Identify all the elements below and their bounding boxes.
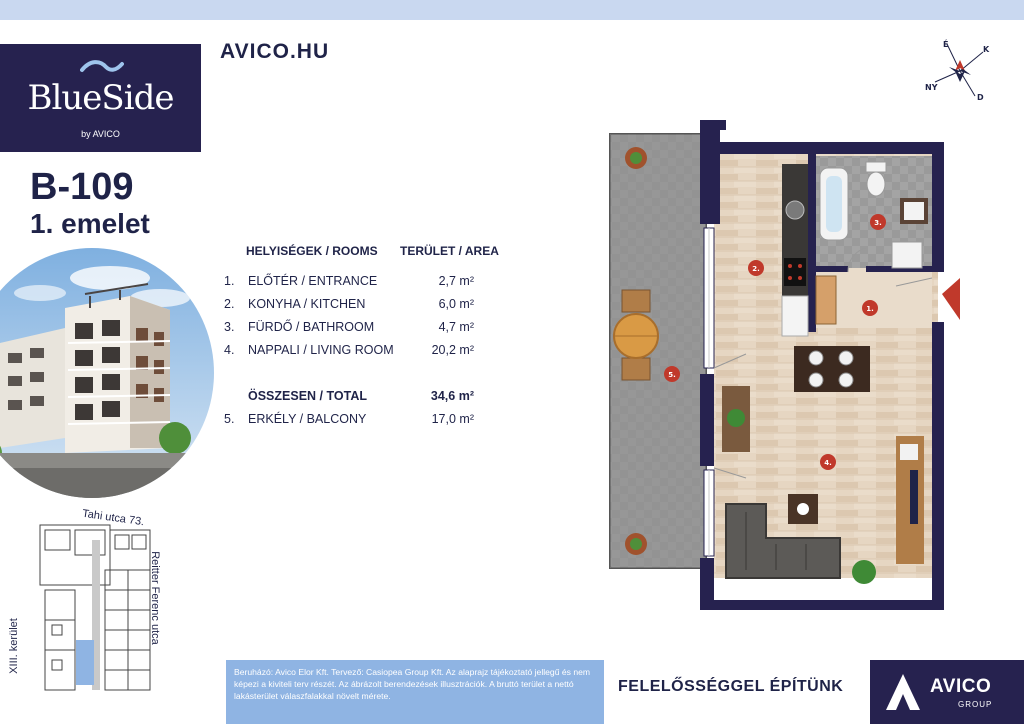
site-plan <box>20 507 225 710</box>
room-label-1: 1. <box>866 305 874 313</box>
street-label-top: Tahi utca 73. <box>81 507 145 529</box>
room-area: 17,0 m² <box>431 412 474 426</box>
blueside-logo <box>0 44 201 152</box>
rooms-header: HELYISÉGEK / ROOMS <box>246 244 378 258</box>
room-area: 2,7 m² <box>438 274 474 288</box>
logo-title: BlueSide <box>27 78 174 118</box>
room-number: 1. <box>224 274 235 288</box>
room-label-3: 3. <box>874 219 882 227</box>
compass-icon <box>925 38 995 104</box>
room-name: FÜRDŐ / BATHROOM <box>248 320 375 334</box>
district-label: XIII. kerület <box>7 618 20 674</box>
street-label-right: Reitter Ferenc utca <box>148 551 161 645</box>
room-area: 20,2 m² <box>431 343 474 357</box>
table-row <box>220 343 520 361</box>
room-number: 4. <box>224 343 235 357</box>
room-number: 5. <box>224 412 235 426</box>
room-number: 3. <box>224 320 235 334</box>
room-area: 6,0 m² <box>438 297 474 311</box>
room-name: NAPPALI / LIVING ROOM <box>248 343 394 357</box>
site-url[interactable]: AVICO.HU <box>220 40 330 63</box>
room-area: 4,7 m² <box>438 320 474 334</box>
disclaimer-note: Beruházó: Avico Elor Kft. Tervező: Casiopea Group Kft. Az alaprajz tájékoztató jellegű és nem képezi a kiviteli terv részét. Az ábrázolt berendezések illusztrációk. A bruttó terület a nettó lakásterület válaszfalakkal növelt mérete. <box>226 660 604 724</box>
total-area: 34,6 m² <box>430 389 474 403</box>
table-row <box>220 412 520 430</box>
table-row <box>220 320 520 338</box>
slogan: FELELŐSSÉGGEL ÉPÍTÜNK <box>618 678 844 695</box>
room-name: KONYHA / KITCHEN <box>248 297 366 311</box>
compass-north: É <box>943 40 949 49</box>
room-label-5: 5. <box>668 371 676 379</box>
total-label: ÖSSZESEN / TOTAL <box>248 389 367 403</box>
table-row <box>220 297 520 315</box>
avico-mark-icon <box>884 672 922 712</box>
floor-plan <box>596 118 966 616</box>
top-band <box>0 0 1024 20</box>
apartment-floor: 1. emelet <box>30 208 150 239</box>
compass-west: NY <box>925 83 938 92</box>
avico-group: GROUP <box>958 700 993 709</box>
avico-name: AVICO <box>930 676 992 697</box>
compass-east: K <box>983 45 990 54</box>
room-label-4: 4. <box>824 459 832 467</box>
room-number: 2. <box>224 297 235 311</box>
total-row <box>220 389 520 407</box>
wave-icon <box>80 58 124 76</box>
room-name: ERKÉLY / BALCONY <box>248 412 367 426</box>
table-row <box>220 274 520 292</box>
room-label-2: 2. <box>752 265 760 273</box>
avico-logo <box>870 660 1024 724</box>
building-photo <box>0 248 214 498</box>
room-name: ELŐTÉR / ENTRANCE <box>248 274 378 288</box>
compass-south: D <box>977 93 984 102</box>
apartment-code: B-109 <box>30 166 134 208</box>
area-header: TERÜLET / AREA <box>400 244 499 258</box>
logo-subtitle: by AVICO <box>81 129 120 139</box>
